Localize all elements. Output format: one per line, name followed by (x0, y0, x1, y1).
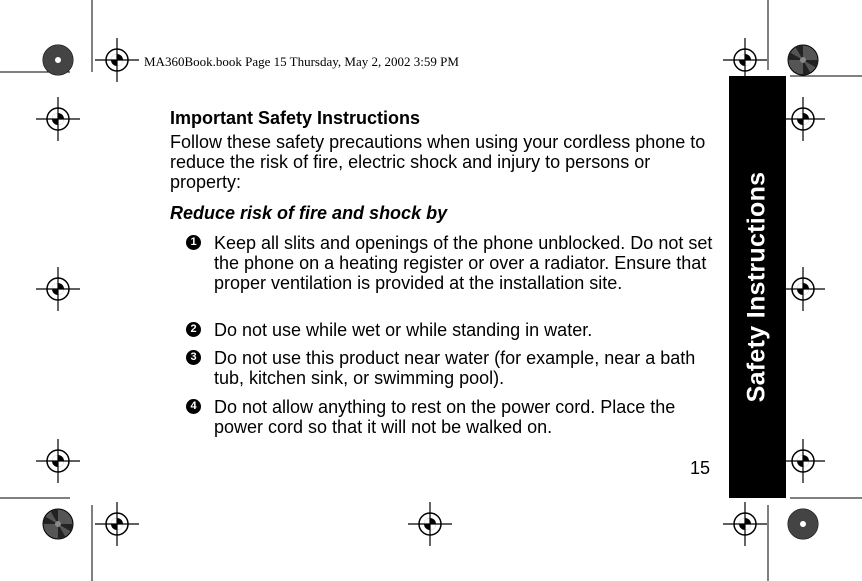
list-item-text: Do not allow anything to rest on the power cord. Place the power cord so that it will not be walked on. (214, 397, 676, 437)
number-marker-icon: 1 (186, 235, 201, 250)
list-item (186, 397, 716, 437)
list-item (186, 348, 716, 388)
number-marker-icon: 4 (186, 399, 201, 414)
page-title: Important Safety Instructions (170, 108, 421, 128)
section-tab-label: Safety Instructions (742, 171, 771, 403)
list-item (186, 233, 716, 293)
list-item-text: Do not use this product near water (for example, near a bath tub, kitchen sink, or swimming pool). (214, 348, 696, 388)
list-item (186, 320, 716, 340)
intro-paragraph: Follow these safety precautions when using your cordless phone to reduce the risk of fire, electric shock and injury to persons or property: (170, 132, 706, 192)
number-marker-icon: 2 (186, 322, 201, 337)
list-item-text: Do not use while wet or while standing in water. (214, 320, 593, 340)
list-item-text: Keep all slits and openings of the phone unblocked. Do not set the phone on a heating register or over a radiator. Ensure that proper ventilation is provided at the installation site. (214, 233, 713, 293)
subheading: Reduce risk of fire and shock by (170, 203, 448, 223)
number-marker-icon: 3 (186, 350, 201, 365)
page-number: 15 (690, 458, 711, 478)
print-header: MA360Book.book Page 15 Thursday, May 2, 2002 3:59 PM (144, 54, 459, 69)
